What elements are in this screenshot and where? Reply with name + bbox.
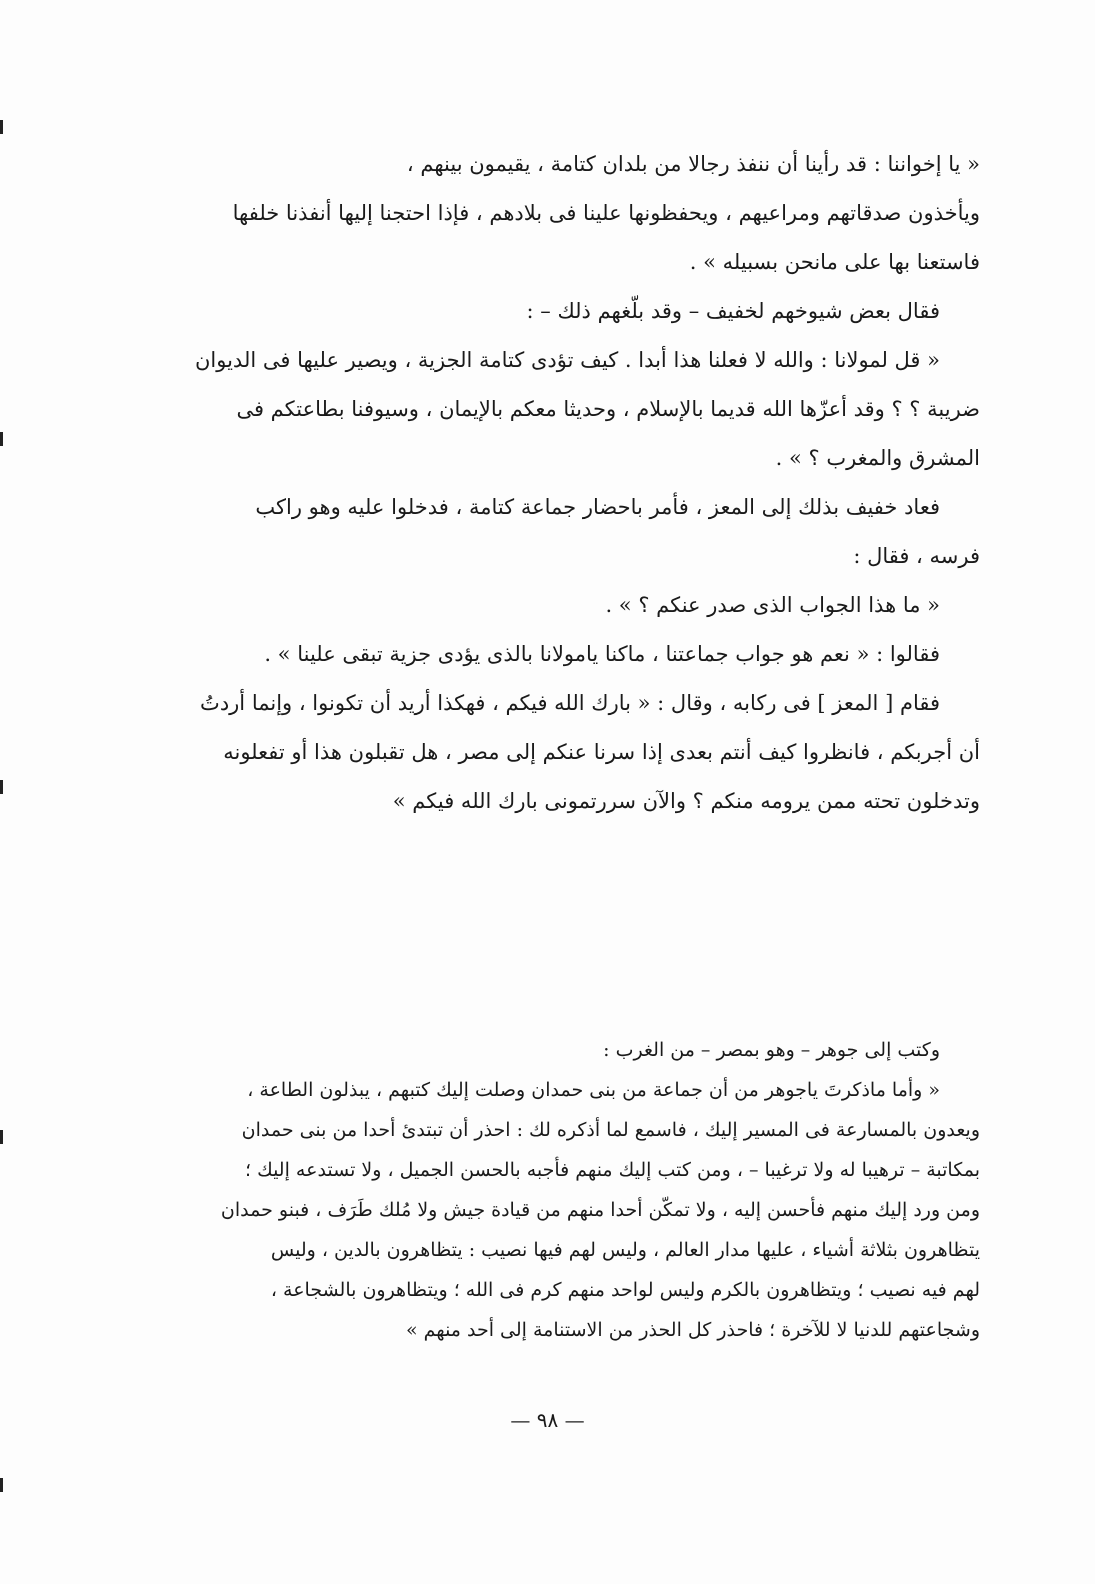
text-line: بمكاتبة – ترهيبا له ولا ترغيبا – ، ومن كتب إليك منهم فأجبه بالحسن الجميل ، ولا تستدعه إليك ؛ bbox=[244, 1159, 980, 1181]
text-line: ويعدون بالمسارعة فى المسير إليك ، فاسمع لما أذكره لك : احذر أن تبتدئ أحدا من بنى حمدان bbox=[241, 1119, 980, 1141]
main-text-large bbox=[110, 140, 980, 826]
text-line: ومن ورد إليك منهم فأحسن إليه ، ولا تمكّن أحدا منهم من قيادة جيش ولا مُلك طَرَف ، فبنو حمدان bbox=[220, 1199, 980, 1221]
text-line: « يا إخواننا : قد رأينا أن ننفذ رجالا من بلدان كتامة ، يقيمون بينهم ، bbox=[406, 152, 980, 176]
text-line: وكتب إلى جوهر – وهو بمصر – من الغرب : bbox=[603, 1039, 940, 1061]
text-line: لهم فيه نصيب ؛ ويتظاهرون بالكرم وليس لواحد منهم كرم فى الله ؛ ويتظاهرون بالشجاعة ، bbox=[270, 1279, 980, 1301]
text-line: فرسه ، فقال : bbox=[853, 544, 980, 568]
text-line: « ما هذا الجواب الذى صدر عنكم ؟ » . bbox=[605, 593, 940, 617]
text-line: يتظاهرون بثلاثة أشياء ، عليها مدار العالم ، وليس لهم فيها نصيب : يتظاهرون بالدين ، وليس bbox=[270, 1239, 980, 1261]
text-line: ضريبة ؟ ؟ وقد أعزّها الله قديما بالإسلام ، وحديثا معكم بالإيمان ، وسيوفنا بطاعتكم فى bbox=[236, 397, 980, 421]
text-line: أن أجربكم ، فانظروا كيف أنتم بعدى إذا سرنا عنكم إلى مصر ، هل تقبلون هذا أو تفعلونه bbox=[223, 740, 980, 764]
text-line: وشجاعتهم للدنيا لا للآخرة ؛ فاحذر كل الحذر من الاستنامة إلى أحد منهم » bbox=[406, 1319, 980, 1341]
text-line: وتدخلون تحته ممن يرومه منكم ؟ والآن سررتمونى بارك الله فيكم » bbox=[392, 789, 980, 813]
text-line: فاستعنا بها على مانحن بسبيله » . bbox=[689, 250, 980, 274]
scan-margin-mark bbox=[0, 432, 3, 446]
scan-margin-mark bbox=[0, 780, 3, 794]
text-line: فقالوا : « نعم هو جواب جماعتنا ، ماكنا يامولانا بالذى يؤدى جزية تبقى علينا » . bbox=[264, 642, 940, 666]
scan-margin-mark bbox=[0, 1478, 3, 1492]
text-line: « وأما ماذكرتَ ياجوهر من أن جماعة من بنى حمدان وصلت إليك كتبهم ، يبذلون الطاعة ، bbox=[247, 1079, 940, 1101]
text-line: فعاد خفيف بذلك إلى المعز ، فأمر باحضار جماعة كتامة ، فدخلوا عليه وهو راكب bbox=[255, 495, 940, 519]
text-line: المشرق والمغرب ؟ » . bbox=[775, 446, 980, 470]
scan-margin-mark bbox=[0, 1130, 3, 1144]
text-line: ويأخذون صدقاتهم ومراعيهم ، ويحفظونها علينا فى بلادهم ، فإذا احتجنا إليها أنفذنا خلفها bbox=[232, 201, 980, 225]
scan-margin-mark bbox=[0, 120, 3, 134]
text-line: « قل لمولانا : والله لا فعلنا هذا أبدا . كيف تؤدى كتامة الجزية ، ويصير عليها فى الديوان bbox=[194, 348, 940, 372]
page-number: — ٩٨ — bbox=[510, 1408, 585, 1432]
text-line: فقال بعض شيوخهم لخفيف – وقد بلّغهم ذلك – : bbox=[526, 299, 940, 323]
main-text-small bbox=[110, 1030, 980, 1350]
text-line: فقام [ المعز ] فى ركابه ، وقال : « بارك الله فيكم ، فهكذا أريد أن تكونوا ، وإنما أردتُ bbox=[200, 691, 940, 715]
